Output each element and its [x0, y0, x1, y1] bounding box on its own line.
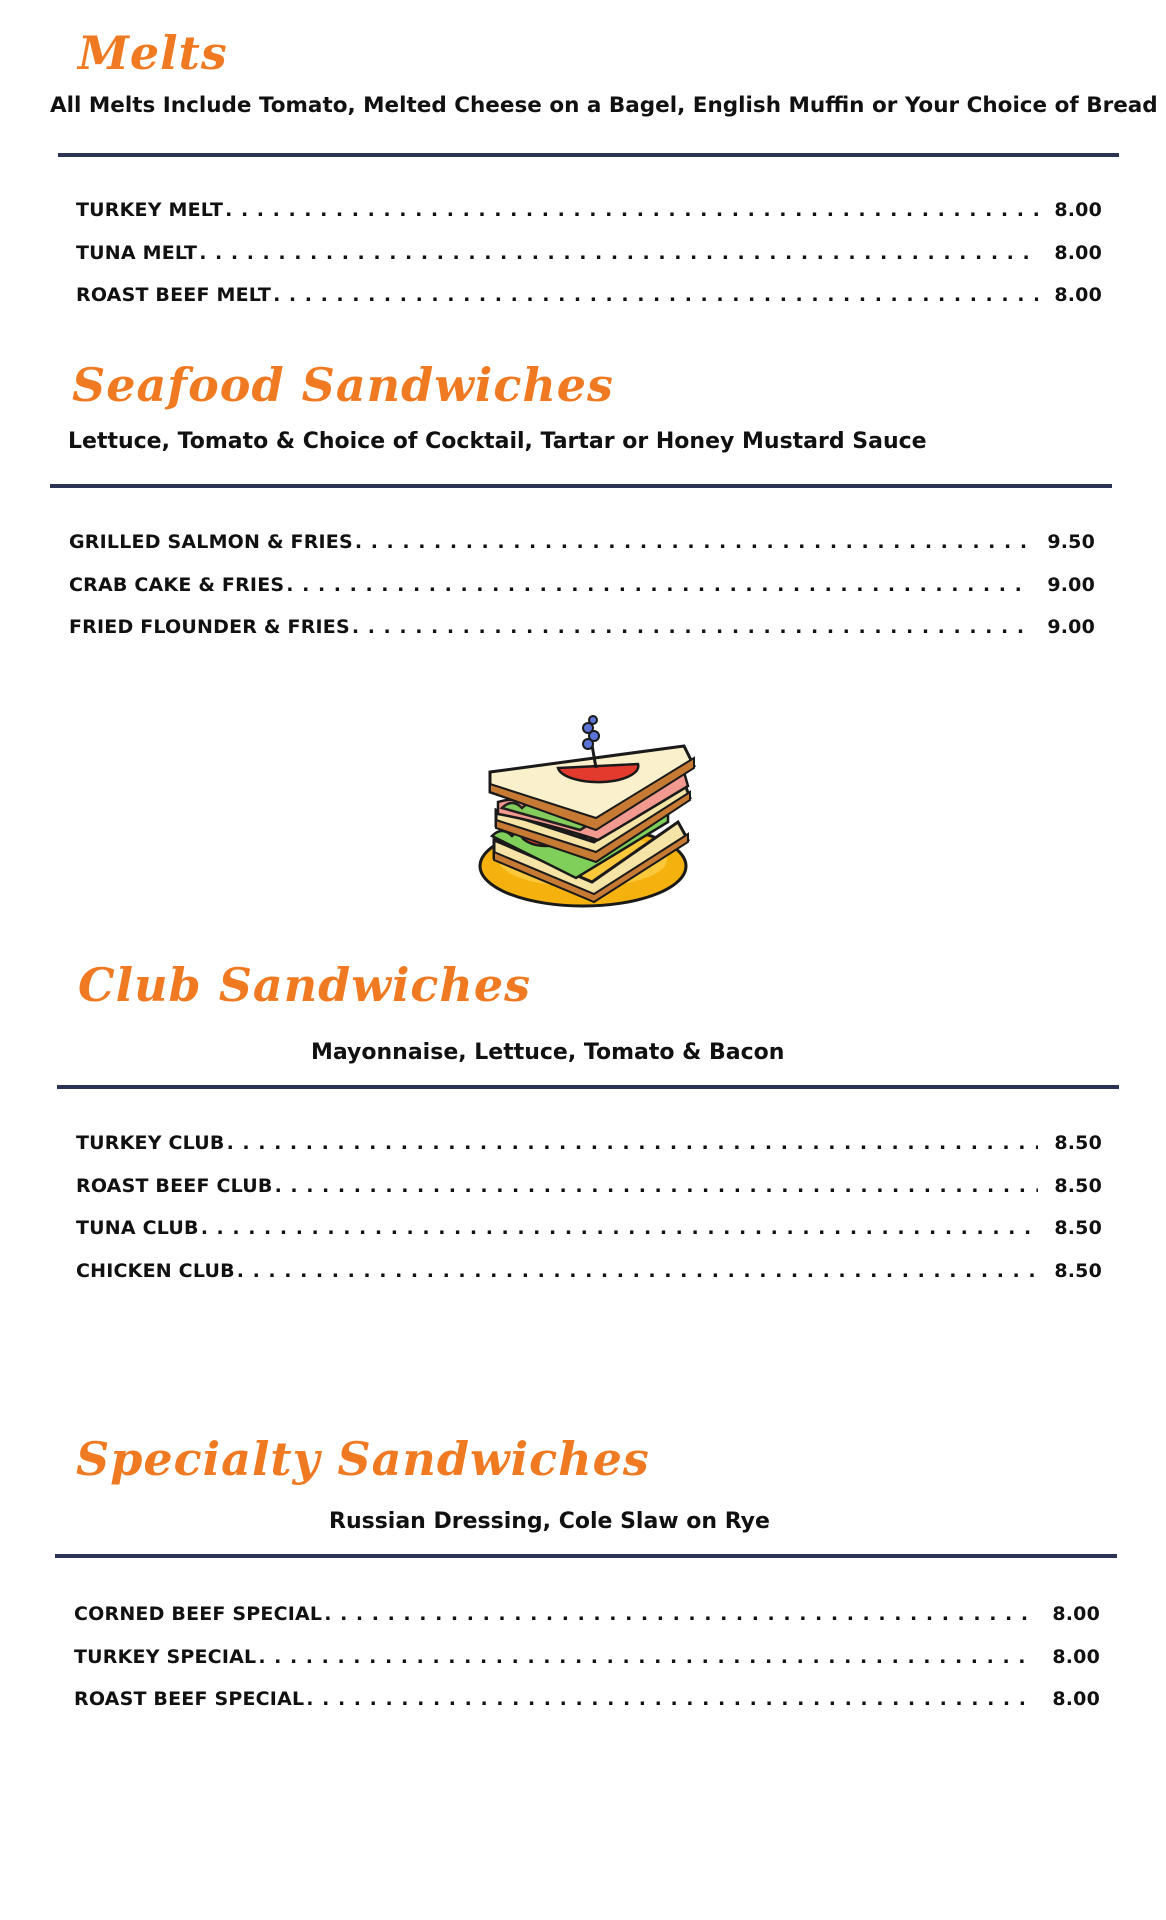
item-name: TURKEY MELT	[76, 199, 224, 221]
item-price: 8.00	[1054, 241, 1102, 264]
item-price: 8.50	[1054, 1217, 1102, 1239]
menu-item	[76, 1217, 1102, 1260]
leader-dots	[227, 1132, 1038, 1154]
item-price: 8.50	[1054, 1174, 1102, 1197]
item-name: ROAST BEEF SPECIAL	[74, 1688, 305, 1710]
item-price: 8.00	[1054, 284, 1102, 306]
item-price: 8.00	[1052, 1688, 1100, 1710]
seafood-list	[69, 531, 1095, 659]
item-name: TURKEY SPECIAL	[74, 1645, 257, 1668]
menu-item	[76, 1175, 1102, 1218]
melts-title: Melts	[78, 26, 228, 80]
item-name: TUNA CLUB	[76, 1217, 199, 1239]
club-divider	[57, 1085, 1119, 1089]
specialty-list	[74, 1603, 1100, 1731]
item-price: 9.00	[1047, 573, 1095, 596]
item-name: TURKEY CLUB	[76, 1132, 225, 1154]
item-name: CORNED BEEF SPECIAL	[74, 1603, 323, 1625]
specialty-subtitle: Russian Dressing, Cole Slaw on Rye	[329, 1509, 770, 1534]
melts-list	[76, 199, 1102, 327]
leader-dots	[237, 1260, 1038, 1282]
menu-item	[76, 199, 1102, 242]
item-price: 8.50	[1054, 1132, 1102, 1154]
leader-dots	[324, 1603, 1036, 1625]
item-name: GRILLED SALMON & FRIES	[69, 531, 353, 553]
item-name: FRIED FLOUNDER & FRIES	[69, 616, 350, 638]
leader-dots	[352, 616, 1031, 638]
menu-item	[69, 531, 1095, 574]
leader-dots	[286, 574, 1031, 596]
menu-item	[74, 1603, 1100, 1646]
item-name: ROAST BEEF MELT	[76, 284, 272, 306]
menu-item	[76, 1132, 1102, 1175]
menu-item	[76, 1260, 1102, 1303]
leader-dots	[199, 242, 1038, 264]
item-name: CHICKEN CLUB	[76, 1259, 235, 1282]
club-sandwich-icon	[462, 712, 712, 912]
menu-item	[76, 242, 1102, 285]
leader-dots	[258, 1646, 1036, 1668]
menu-item	[76, 284, 1102, 327]
leader-dots	[201, 1217, 1038, 1239]
menu-item	[69, 616, 1095, 659]
menu-item	[69, 574, 1095, 617]
item-price: 8.00	[1052, 1645, 1100, 1668]
item-price: 8.50	[1054, 1259, 1102, 1282]
item-price: 8.00	[1054, 199, 1102, 221]
club-sandwich-svg	[462, 712, 712, 912]
specialty-title: Specialty Sandwiches	[76, 1432, 650, 1486]
leader-dots	[273, 284, 1038, 306]
seafood-subtitle: Lettuce, Tomato & Choice of Cocktail, Tartar or Honey Mustard Sauce	[68, 429, 927, 454]
item-name: TUNA MELT	[76, 241, 198, 264]
leader-dots	[225, 199, 1038, 221]
menu-item	[74, 1688, 1100, 1731]
seafood-title: Seafood Sandwiches	[72, 358, 614, 412]
seafood-divider	[50, 484, 1112, 488]
item-name: CRAB CAKE & FRIES	[69, 573, 285, 596]
leader-dots	[355, 531, 1031, 553]
melts-subtitle: All Melts Include Tomato, Melted Cheese on a Bagel, English Muffin or Your Choice of Bread	[50, 93, 1158, 118]
melts-divider	[58, 153, 1119, 157]
item-name: ROAST BEEF CLUB	[76, 1174, 273, 1197]
club-subtitle: Mayonnaise, Lettuce, Tomato & Bacon	[311, 1040, 785, 1065]
leader-dots	[275, 1175, 1038, 1197]
item-price: 9.50	[1047, 531, 1095, 553]
leader-dots	[306, 1688, 1036, 1710]
item-price: 8.00	[1052, 1603, 1100, 1625]
club-title: Club Sandwiches	[78, 958, 532, 1012]
specialty-divider	[55, 1554, 1117, 1558]
club-list	[76, 1132, 1102, 1302]
item-price: 9.00	[1047, 616, 1095, 638]
menu-item	[74, 1646, 1100, 1689]
